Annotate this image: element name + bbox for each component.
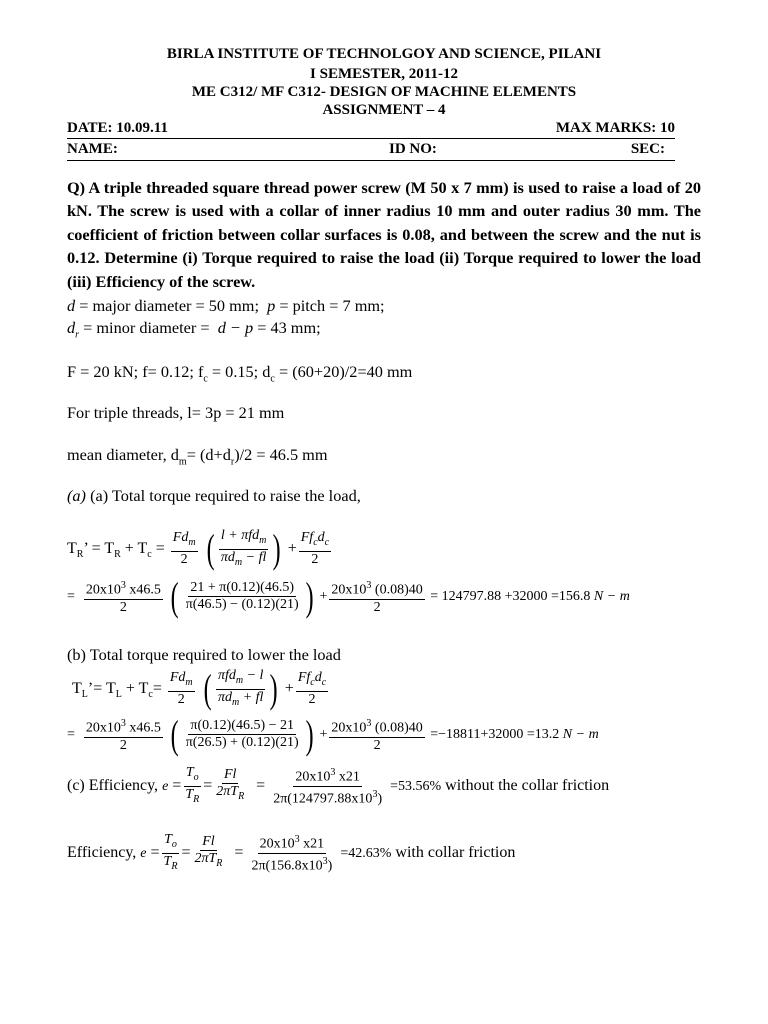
date-row bbox=[67, 120, 675, 137]
assignment-title: ASSIGNMENT – 4 bbox=[322, 102, 446, 118]
lower-torque-calc: = $\frac{20x10^3 x46.5}{2}$ ( $\frac{\pi(0.12)(46.5) - 21}{\pi(26.5) + (0.12)(21)}$ ) + $\frac{20x10^3 (0.08)40}{2}$ =−18811+32000 =13.2 N − m bbox=[67, 711, 599, 757]
question-text: Q) A triple threaded square thread power screw (M 50 x 7 mm) is used to raise a load of 20 kN. The screw is used with a collar of inner radius 10 mm and outer radius 30 mm. The coefficient of friction between collar surfaces is 0.08, and between the screw and the nut is 0.12. Determine (i) Torque required to raise the load (ii) Torque required to lower the load (iii) Efficiency of the screw. bbox=[67, 178, 701, 291]
efficiency-with-collar: Efficiency, e = $\frac{T_o}{T_R}$ = $\frac{Fl}{2\pi T_R}$ = $\frac{20x10^3 x21}{2\pi(156.8x10^3)}$ =42.63% with collar friction bbox=[67, 832, 516, 874]
raise-torque-calc: = $\frac{20x10^3 x46.5}{2}$ ( $\frac{21 + \pi(0.12)(46.5)}{\pi(46.5) - (0.12)(21)}$ ) + $\frac{20x10^3 (0.08)40}{2}$ = 124797.88 +32000 =156.8 N − m bbox=[67, 573, 630, 619]
raise-torque-formula: $T_R$’ = $T_R + T_c$ = $\frac{Fd_m}{2}$ ( $\frac{l + \pi fd_m}{\pi d_m - fl}$ ) + $\frac{Ff_cd_c}{2}$ bbox=[67, 526, 330, 572]
institute-name: BIRLA INSTITUTE OF TECHNOLGOY AND SCIENCE, PILANI bbox=[166, 46, 602, 62]
given-load: F = 20 kN; f= 0.12; $f_c = 0.15$; $d_c = (60+20)/2=40$ mm bbox=[67, 362, 413, 385]
course-title: ME C312/ MF C312- DESIGN OF MACHINE ELEMENTS bbox=[191, 84, 577, 100]
given-minor-diameter: $d_r$ = minor diameter = d − p = 43 mm; bbox=[67, 318, 321, 341]
given-major-diameter: d = major diameter = 50 mm; p = pitch = 7 mm; bbox=[67, 296, 385, 315]
part-a-heading: (a) (a) Total torque required to raise the load, bbox=[67, 486, 361, 505]
section-field: SEC: bbox=[630, 141, 665, 157]
given-mean-diameter: mean diameter, $d_m= (d+d_r)/2 = 46.5$ mm bbox=[67, 445, 328, 468]
efficiency-without-collar: (c) Efficiency, e = $\frac{T_o}{T_R}$ = $\frac{Fl}{2\pi T_R}$ = $\frac{20x10^3 x21}{2\pi(124797.88x10^3)}$ =53.56% without the collar friction bbox=[67, 765, 610, 807]
part-b-heading: (b) Total torque required to lower the load bbox=[67, 645, 341, 664]
lower-torque-formula: $T_L’= T_L + T_c=$ $\frac{Fd_m}{2}$ ( $\frac{\pi fd_m - l}{\pi d_m + fl}$ ) + $\frac{Ff_cd_c}{2}$ bbox=[72, 666, 327, 712]
divider bbox=[67, 160, 675, 161]
date: DATE: 10.09.11 bbox=[67, 120, 168, 136]
id-field: ID NO: bbox=[389, 141, 437, 157]
given-lead: For triple threads, l= 3p = 21 mm bbox=[67, 403, 285, 422]
student-info-row bbox=[67, 141, 675, 158]
max-marks: MAX MARKS: 10 bbox=[555, 120, 675, 136]
divider bbox=[67, 138, 675, 139]
semester: I SEMESTER, 2011-12 bbox=[310, 66, 458, 82]
name-field: NAME: bbox=[67, 141, 118, 157]
